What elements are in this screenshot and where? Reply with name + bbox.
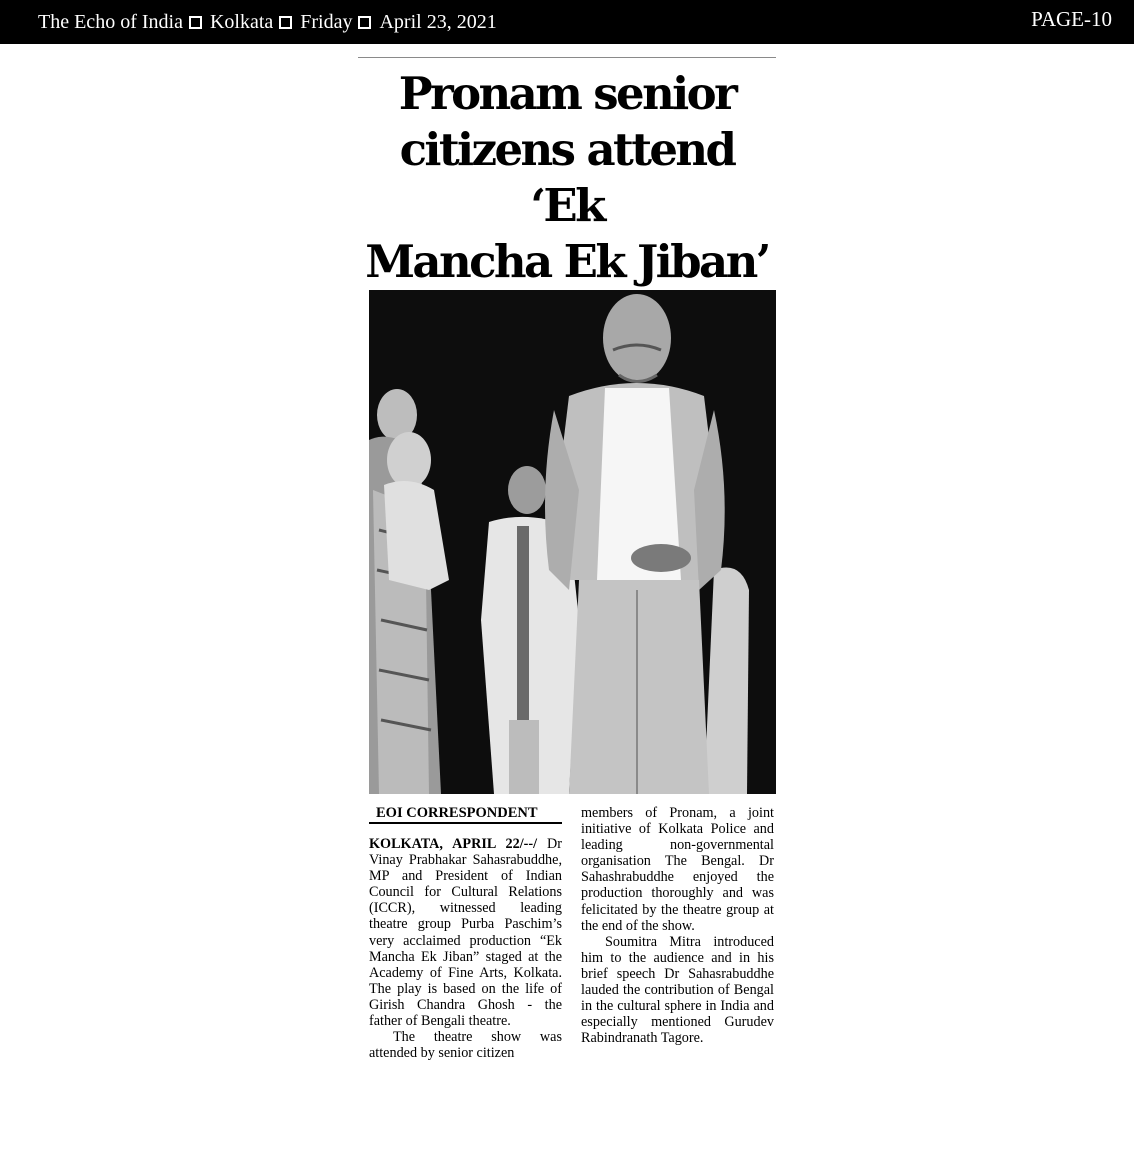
article-paragraph: members of Pronam, a joint initiative of Kolkata Police and leading non-governmental organisation The Bengal. Dr Sahashrabuddhe enjoyed the production thoroughly and was felicitated by the theatre group at the end of the show. [581, 805, 774, 934]
page-number: PAGE-10 [1031, 7, 1112, 31]
byline: EOI CORRESPONDENT [376, 805, 538, 821]
headline-top-rule [358, 57, 776, 58]
headline-line: citizens attend ‘Ek [399, 123, 735, 232]
byline-rule [369, 822, 562, 824]
masthead-bar [0, 0, 1134, 44]
article-column-2 [581, 805, 774, 1046]
article-paragraph: The theatre show was attended by senior citizen [369, 1029, 562, 1062]
paragraph-text: Dr Vinay Prabhakar Sahasrabuddhe, MP and President of Indian Council for Cultural Relations (ICCR), witnessed leading theatre group Purba Paschim’s very acclaimed production “Ek Mancha Ek Jiban” staged at the Academy of Fine Arts, Kolkata. The play is based on the life of Girish Chandra Ghosh - the father of Bengali theatre. [369, 836, 562, 1030]
headline-line: Mancha Ek Jiban’ [365, 235, 769, 288]
article-paragraph [369, 836, 562, 1029]
city: Kolkata [209, 11, 274, 33]
date: April 23, 2021 [379, 11, 497, 33]
masthead [38, 0, 497, 44]
stage-photo-illustration [369, 290, 776, 794]
separator-square-icon [189, 16, 202, 29]
dateline: KOLKATA, APRIL 22/--/ [369, 836, 538, 852]
separator-square-icon [279, 16, 292, 29]
article-photo [369, 290, 776, 794]
article-paragraph: Soumitra Mitra introduced him to the audience and in his brief speech Dr Sahasrabuddhe lauded the contribution of Bengal in the cultural sphere in India and especially mentioned Gurudev Rabindranath Tagore. [581, 933, 774, 1047]
separator-square-icon [358, 16, 371, 29]
paper-name: The Echo of India [38, 11, 183, 33]
day: Friday [300, 11, 353, 33]
headline-line: Pronam senior [398, 67, 736, 120]
article-column-1 [369, 836, 562, 1061]
